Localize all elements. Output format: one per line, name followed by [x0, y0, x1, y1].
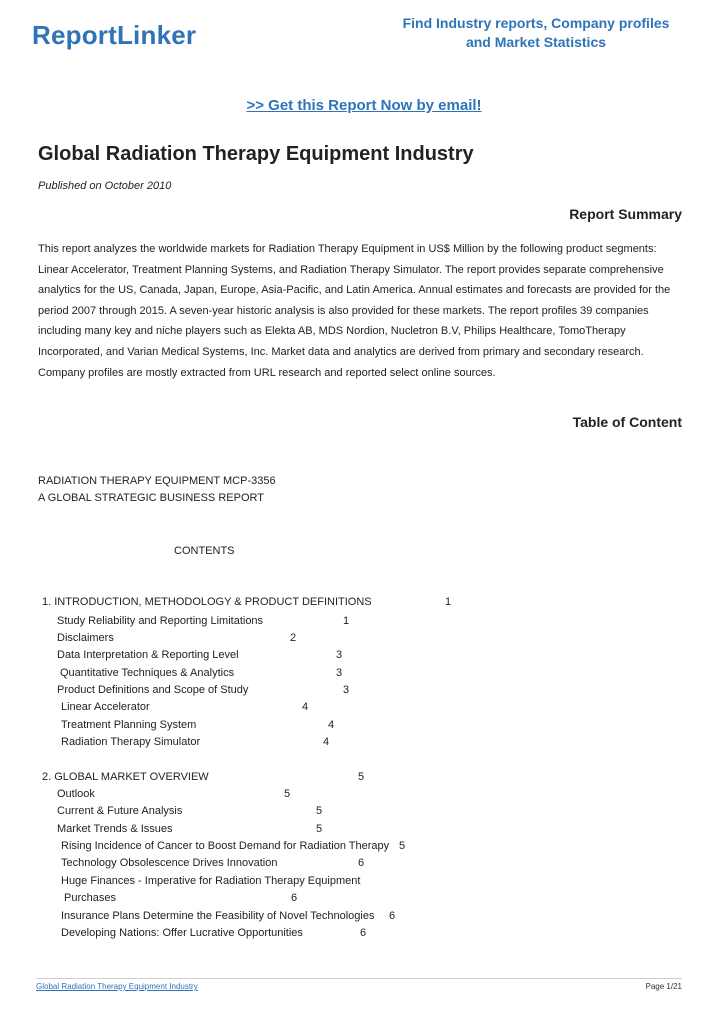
toc-entry[interactable] — [61, 736, 200, 753]
toc-entry-page: 3 — [343, 684, 350, 696]
toc-entry-page: 3 — [336, 649, 343, 661]
toc-entry[interactable] — [61, 701, 150, 718]
document-subtitle-line: A GLOBAL STRATEGIC BUSINESS REPORT — [38, 492, 264, 504]
toc-entry[interactable] — [61, 910, 374, 927]
toc-entry-page: 3 — [336, 667, 343, 679]
toc-entry-page: 2 — [290, 632, 297, 644]
toc-entry-text: Huge Finances - Imperative for Radiation Therapy Equipment — [61, 875, 361, 887]
contents-label: CONTENTS — [174, 545, 235, 557]
toc-entry[interactable] — [57, 805, 182, 822]
toc-entry[interactable] — [57, 649, 239, 666]
get-report-email-link[interactable]: >> Get this Report Now by email! — [246, 97, 482, 114]
toc-entry[interactable] — [61, 719, 196, 736]
toc-entry-text: Insurance Plans Determine the Feasibility of Novel Technologies — [61, 910, 375, 922]
report-summary-heading: Report Summary — [569, 206, 682, 222]
toc-entry-page: 6 — [358, 857, 365, 869]
toc-entry[interactable] — [64, 892, 116, 909]
toc-entry-text: Treatment Planning System — [61, 719, 197, 731]
toc-entry[interactable] — [61, 927, 303, 944]
toc-entry-page: 5 — [316, 823, 323, 835]
toc-entry-page: 5 — [358, 771, 365, 783]
toc-entry-text: Technology Obsolescence Drives Innovation — [61, 857, 278, 869]
toc-entry-text: Market Trends & Issues — [57, 823, 173, 835]
footer-divider — [36, 978, 682, 979]
toc-entry-text: Quantitative Techniques & Analytics — [60, 667, 235, 679]
toc-entry-text: Disclaimers — [57, 632, 114, 644]
toc-entry-text: Linear Accelerator — [61, 701, 150, 713]
toc-entry[interactable] — [61, 840, 389, 857]
toc-entry-text: Product Definitions and Scope of Study — [57, 684, 249, 696]
toc-entry-page: 6 — [360, 927, 367, 939]
published-date: Published on October 2010 — [38, 180, 172, 192]
tagline-line-2: and Market Statistics — [465, 34, 607, 50]
toc-entry[interactable] — [57, 823, 173, 840]
toc-entry[interactable] — [61, 875, 360, 892]
toc-entry[interactable] — [57, 684, 248, 701]
table-of-content-heading: Table of Content — [572, 414, 682, 430]
toc-entry-page: 6 — [291, 892, 298, 904]
toc-entry-page: 4 — [328, 719, 335, 731]
header-tagline — [378, 14, 694, 52]
toc-entry-page: 1 — [343, 615, 350, 627]
toc-entry[interactable] — [57, 615, 263, 632]
toc-entry[interactable] — [61, 857, 277, 874]
toc-entry-page: 4 — [323, 736, 330, 748]
toc-entry-page: 5 — [399, 840, 406, 852]
toc-entry-page: 1 — [445, 596, 452, 608]
toc-entry-text: Rising Incidence of Cancer to Boost Demand for Radiation Therapy — [61, 840, 390, 852]
toc-entry-text: 1. INTRODUCTION, METHODOLOGY & PRODUCT DEFINITIONS — [42, 596, 372, 608]
toc-entry-page: 4 — [302, 701, 309, 713]
report-summary-text: This report analyzes the worldwide markets for Radiation Therapy Equipment in US$ Million by the following product segments: Linear Accelerator, Treatment Planning Systems, and Radiation Therapy Simulator. The report provides separate comprehensive analytics for the US, Canada, Japan, Europe, Asia-Pacific, and Latin America. Annual estimates and forecasts are provided for the period 2007 through 2015. A seven-year historic analysis is also provided for these markets. The report profiles 39 companies including many key and niche players such as Elekta AB, MDS Nordion, Nucletron B.V, Philips Healthcare, TomoTherapy Incorporated, and Varian Medical Systems, Inc. Market data and analytics are derived from primary and secondary research. Company profiles are mostly extracted from URL research and reported select online sources. — [38, 243, 671, 379]
document-code-line: RADIATION THERAPY EQUIPMENT MCP-3356 — [38, 475, 276, 487]
toc-entry-text: Developing Nations: Offer Lucrative Opportunities — [61, 927, 303, 939]
toc-entry-text: Outlook — [57, 788, 95, 800]
footer-document-link[interactable]: Global Radiation Therapy Equipment Industry — [36, 982, 198, 991]
toc-entry-text: Data Interpretation & Reporting Level — [57, 649, 239, 661]
toc-entry[interactable] — [42, 596, 372, 613]
toc-entry-text: Current & Future Analysis — [57, 805, 183, 817]
toc-entry[interactable] — [57, 788, 95, 805]
toc-entry-text: Radiation Therapy Simulator — [61, 736, 201, 748]
toc-entry[interactable] — [42, 771, 209, 788]
toc-entry-text: Study Reliability and Reporting Limitations — [57, 615, 264, 627]
toc-entry-page: 6 — [389, 910, 396, 922]
tagline-line-1: Find Industry reports, Company profiles — [402, 15, 670, 31]
toc-entry-page: 5 — [284, 788, 291, 800]
toc-entry-page: 5 — [316, 805, 323, 817]
toc-entry-text: 2. GLOBAL MARKET OVERVIEW — [42, 771, 209, 783]
reportlinker-logo[interactable]: ReportLinker — [32, 20, 197, 50]
report-title: Global Radiation Therapy Equipment Industry — [38, 143, 474, 165]
toc-entry[interactable] — [60, 667, 234, 684]
toc-entry-text: Purchases — [64, 892, 116, 904]
footer-page-number: Page 1/21 — [645, 982, 682, 991]
toc-entry[interactable] — [57, 632, 114, 649]
